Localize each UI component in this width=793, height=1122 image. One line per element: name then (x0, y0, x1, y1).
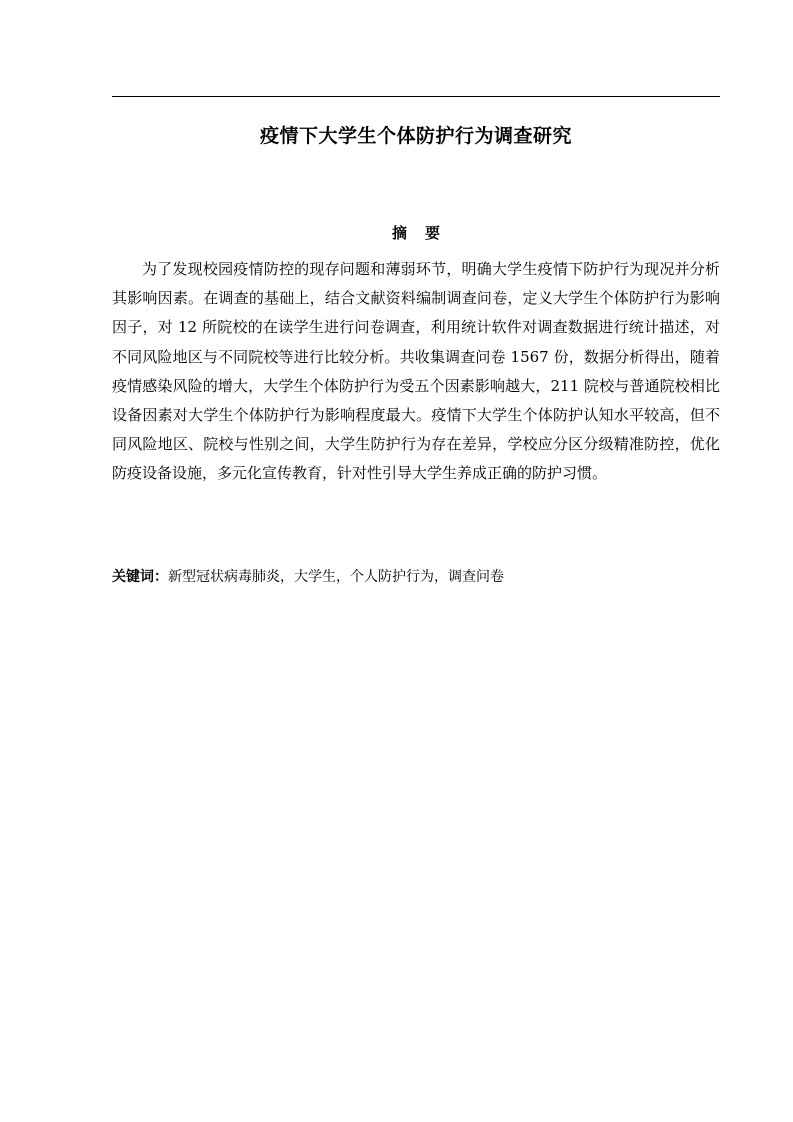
abstract-heading-char-2: 要 (425, 224, 441, 242)
abstract-heading-char-1: 摘 (391, 224, 407, 242)
keywords-label: 关键词： (112, 569, 168, 585)
abstract-text: 为了发现校园疫情防控的现存问题和薄弱环节，明确大学生疫情下防护行为现况并分析其影响因素。在调查的基础上，结合文献资料编制调查问卷，定义大学生个体防护行为影响因子，对 12 所院校的在读学生进行问卷调查，利用统计软件对调查数据进行统计描述，对不同风险地区与不同院校等进行比较分析。共收集调查问卷 1567 份，数据分析得出，随着疫情感染风险的增大，大学生个体防护行为受五个因素影响越大，211 院校与普通院校相比设备因素对大学生个体防护行为影响程度最大。疫情下大学生个体防护认知水平较高，但不同风险地区、院校与性别之间，大学生防护行为存在差异，学校应分区分级精准防控，优化防疫设备设施，多元化宣传教育，针对性引导大学生养成正确的防护习惯。 (112, 260, 720, 483)
paper-title: 疫情下大学生个体防护行为调查研究 (259, 125, 572, 147)
header-rule (112, 96, 720, 97)
abstract-heading (112, 222, 720, 244)
keywords-value: 新型冠状病毒肺炎，大学生，个人防护行为，调查问卷 (168, 569, 504, 585)
keywords-line (112, 566, 720, 588)
